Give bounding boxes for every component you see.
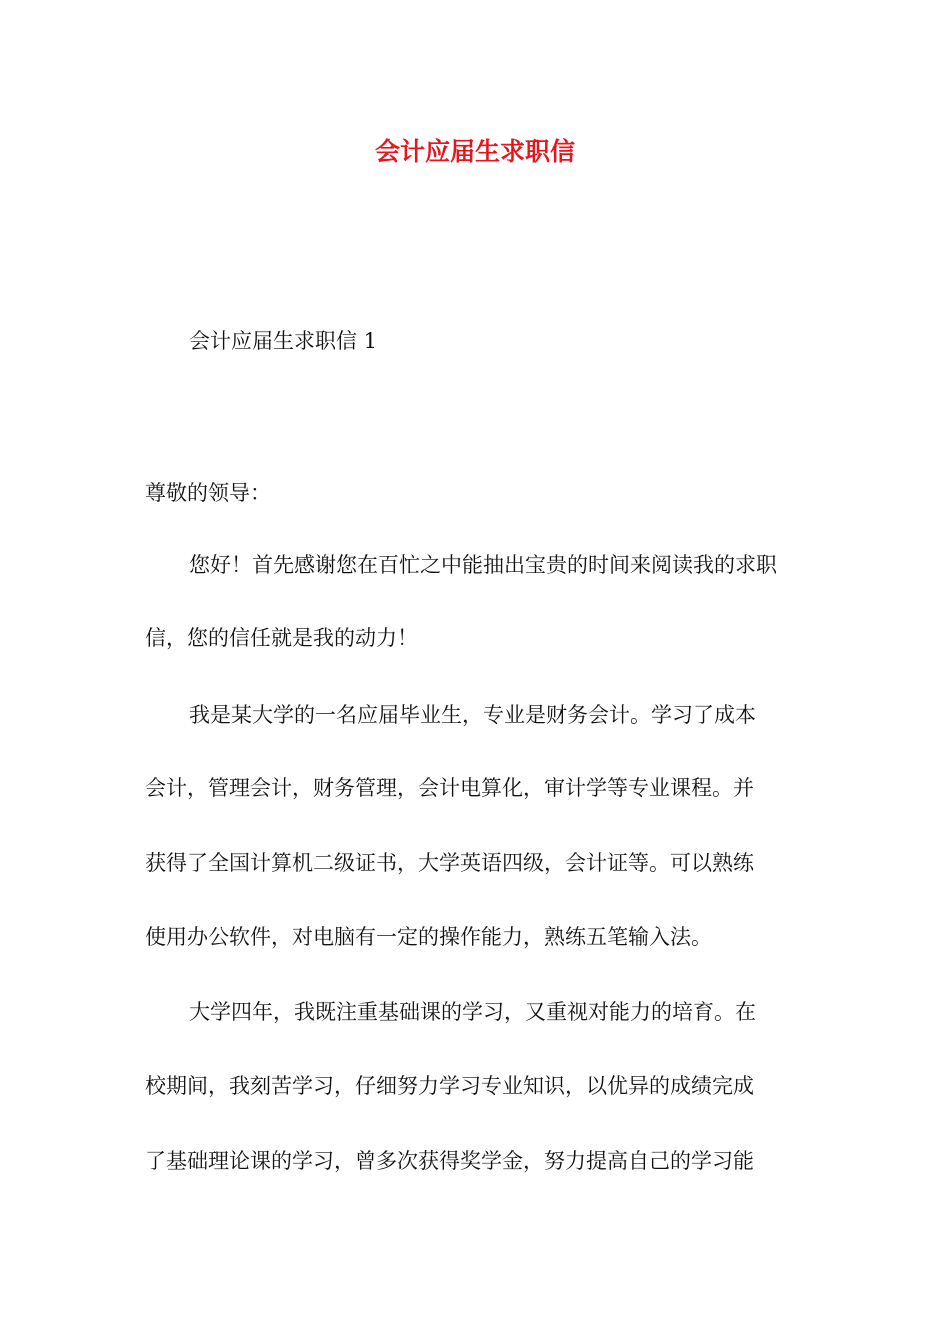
- paragraph-1-line-1: 您好！首先感谢您在百忙之中能抽出宝贵的时间来阅读我的求职: [189, 553, 777, 577]
- paragraph-2-line-3: 获得了全国计算机二级证书，大学英语四级，会计证等。可以熟练: [145, 851, 754, 875]
- paragraph-3-line-3: 了基础理论课的学习，曾多次获得奖学金，努力提高自己的学习能: [145, 1149, 754, 1173]
- paragraph-2-line-4: 使用办公软件，对电脑有一定的操作能力，熟练五笔输入法。: [145, 925, 712, 949]
- salutation: 尊敬的领导：: [145, 481, 271, 505]
- paragraph-1-line-2: 信，您的信任就是我的动力！: [145, 626, 418, 650]
- paragraph-2-line-1: 我是某大学的一名应届毕业生，专业是财务会计。学习了成本: [189, 703, 756, 727]
- paragraph-3-line-1: 大学四年，我既注重基础课的学习，又重视对能力的培育。在: [189, 1000, 756, 1024]
- letter-subtitle: 会计应届生求职信 1: [189, 329, 378, 353]
- paragraph-3-line-2: 校期间，我刻苦学习，仔细努力学习专业知识，以优异的成绩完成: [145, 1074, 754, 1098]
- paragraph-2-line-2: 会计，管理会计，财务管理，会计电算化，审计学等专业课程。并: [145, 776, 754, 800]
- document-title: 会计应届生求职信: [374, 137, 575, 166]
